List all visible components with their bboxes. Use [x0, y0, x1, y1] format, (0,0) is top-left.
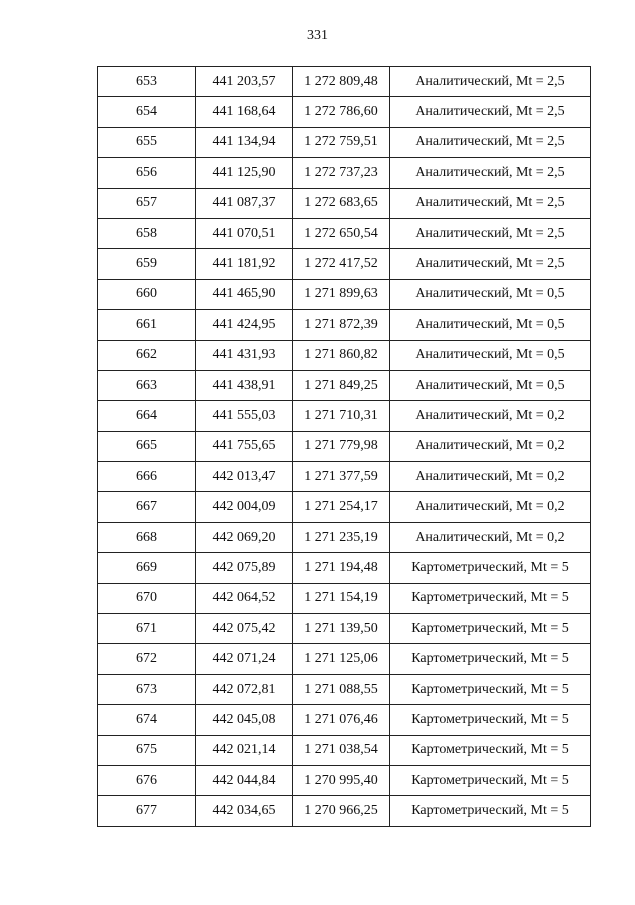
y-coordinate-cell: 1 271 872,39 [293, 310, 390, 340]
table-row [98, 492, 591, 522]
method-cell: Аналитический, Mt = 0,2 [390, 431, 591, 461]
y-coordinate-cell: 1 272 683,65 [293, 188, 390, 218]
y-coordinate-cell: 1 271 088,55 [293, 674, 390, 704]
x-coordinate-cell: 441 070,51 [196, 218, 293, 248]
method-cell: Картометрический, Mt = 5 [390, 705, 591, 735]
x-coordinate-cell: 441 755,65 [196, 431, 293, 461]
x-coordinate-cell: 441 168,64 [196, 97, 293, 127]
point-number-cell: 660 [98, 279, 196, 309]
point-number-cell: 671 [98, 614, 196, 644]
method-cell: Аналитический, Mt = 2,5 [390, 127, 591, 157]
method-cell: Аналитический, Mt = 0,5 [390, 370, 591, 400]
x-coordinate-cell: 442 072,81 [196, 674, 293, 704]
x-coordinate-cell: 441 134,94 [196, 127, 293, 157]
point-number-cell: 655 [98, 127, 196, 157]
table-row [98, 340, 591, 370]
table-row [98, 674, 591, 704]
y-coordinate-cell: 1 272 417,52 [293, 249, 390, 279]
y-coordinate-cell: 1 270 966,25 [293, 796, 390, 826]
y-coordinate-cell: 1 271 377,59 [293, 462, 390, 492]
table-row [98, 188, 591, 218]
table-row [98, 431, 591, 461]
x-coordinate-cell: 442 034,65 [196, 796, 293, 826]
point-number-cell: 669 [98, 553, 196, 583]
x-coordinate-cell: 441 424,95 [196, 310, 293, 340]
point-number-cell: 663 [98, 370, 196, 400]
table-row [98, 462, 591, 492]
table-row [98, 218, 591, 248]
table-row [98, 97, 591, 127]
point-number-cell: 670 [98, 583, 196, 613]
x-coordinate-cell: 442 004,09 [196, 492, 293, 522]
x-coordinate-cell: 442 013,47 [196, 462, 293, 492]
table-row [98, 370, 591, 400]
method-cell: Аналитический, Mt = 2,5 [390, 218, 591, 248]
point-number-cell: 676 [98, 765, 196, 795]
table-row [98, 553, 591, 583]
y-coordinate-cell: 1 271 235,19 [293, 522, 390, 552]
point-number-cell: 675 [98, 735, 196, 765]
y-coordinate-cell: 1 271 899,63 [293, 279, 390, 309]
method-cell: Аналитический, Mt = 2,5 [390, 188, 591, 218]
method-cell: Картометрический, Mt = 5 [390, 583, 591, 613]
x-coordinate-cell: 442 075,42 [196, 614, 293, 644]
y-coordinate-cell: 1 271 154,19 [293, 583, 390, 613]
point-number-cell: 665 [98, 431, 196, 461]
y-coordinate-cell: 1 271 125,06 [293, 644, 390, 674]
point-number-cell: 673 [98, 674, 196, 704]
y-coordinate-cell: 1 270 995,40 [293, 765, 390, 795]
y-coordinate-cell: 1 271 710,31 [293, 401, 390, 431]
x-coordinate-cell: 441 431,93 [196, 340, 293, 370]
method-cell: Картометрический, Mt = 5 [390, 644, 591, 674]
y-coordinate-cell: 1 272 786,60 [293, 97, 390, 127]
coordinates-table [97, 66, 591, 827]
method-cell: Картометрический, Mt = 5 [390, 796, 591, 826]
y-coordinate-cell: 1 271 849,25 [293, 370, 390, 400]
method-cell: Картометрический, Mt = 5 [390, 553, 591, 583]
y-coordinate-cell: 1 271 254,17 [293, 492, 390, 522]
y-coordinate-cell: 1 271 139,50 [293, 614, 390, 644]
table-row [98, 401, 591, 431]
point-number-cell: 656 [98, 158, 196, 188]
table-row [98, 310, 591, 340]
table-row [98, 67, 591, 97]
method-cell: Картометрический, Mt = 5 [390, 735, 591, 765]
method-cell: Аналитический, Mt = 0,5 [390, 310, 591, 340]
method-cell: Аналитический, Mt = 2,5 [390, 67, 591, 97]
x-coordinate-cell: 441 203,57 [196, 67, 293, 97]
x-coordinate-cell: 441 438,91 [196, 370, 293, 400]
page-number: 331 [307, 28, 328, 43]
point-number-cell: 668 [98, 522, 196, 552]
point-number-cell: 667 [98, 492, 196, 522]
coordinates-table-body [98, 67, 591, 827]
method-cell: Картометрический, Mt = 5 [390, 614, 591, 644]
y-coordinate-cell: 1 271 779,98 [293, 431, 390, 461]
method-cell: Аналитический, Mt = 2,5 [390, 158, 591, 188]
table-row [98, 249, 591, 279]
x-coordinate-cell: 442 069,20 [196, 522, 293, 552]
table-row [98, 644, 591, 674]
x-coordinate-cell: 441 465,90 [196, 279, 293, 309]
table-row [98, 765, 591, 795]
x-coordinate-cell: 442 044,84 [196, 765, 293, 795]
x-coordinate-cell: 441 181,92 [196, 249, 293, 279]
y-coordinate-cell: 1 271 076,46 [293, 705, 390, 735]
y-coordinate-cell: 1 271 860,82 [293, 340, 390, 370]
x-coordinate-cell: 442 075,89 [196, 553, 293, 583]
x-coordinate-cell: 441 555,03 [196, 401, 293, 431]
method-cell: Аналитический, Mt = 0,2 [390, 522, 591, 552]
x-coordinate-cell: 441 087,37 [196, 188, 293, 218]
point-number-cell: 664 [98, 401, 196, 431]
table-row [98, 614, 591, 644]
point-number-cell: 666 [98, 462, 196, 492]
x-coordinate-cell: 441 125,90 [196, 158, 293, 188]
y-coordinate-cell: 1 272 759,51 [293, 127, 390, 157]
point-number-cell: 658 [98, 218, 196, 248]
method-cell: Аналитический, Mt = 0,5 [390, 340, 591, 370]
table-row [98, 158, 591, 188]
x-coordinate-cell: 442 064,52 [196, 583, 293, 613]
y-coordinate-cell: 1 271 194,48 [293, 553, 390, 583]
method-cell: Картометрический, Mt = 5 [390, 674, 591, 704]
point-number-cell: 654 [98, 97, 196, 127]
point-number-cell: 677 [98, 796, 196, 826]
point-number-cell: 661 [98, 310, 196, 340]
table-row [98, 705, 591, 735]
x-coordinate-cell: 442 071,24 [196, 644, 293, 674]
method-cell: Аналитический, Mt = 0,2 [390, 462, 591, 492]
method-cell: Картометрический, Mt = 5 [390, 765, 591, 795]
point-number-cell: 659 [98, 249, 196, 279]
point-number-cell: 653 [98, 67, 196, 97]
method-cell: Аналитический, Mt = 2,5 [390, 249, 591, 279]
method-cell: Аналитический, Mt = 0,5 [390, 279, 591, 309]
x-coordinate-cell: 442 021,14 [196, 735, 293, 765]
method-cell: Аналитический, Mt = 0,2 [390, 492, 591, 522]
table-row [98, 127, 591, 157]
point-number-cell: 674 [98, 705, 196, 735]
y-coordinate-cell: 1 271 038,54 [293, 735, 390, 765]
point-number-cell: 657 [98, 188, 196, 218]
table-row [98, 522, 591, 552]
method-cell: Аналитический, Mt = 2,5 [390, 97, 591, 127]
point-number-cell: 672 [98, 644, 196, 674]
table-row [98, 279, 591, 309]
y-coordinate-cell: 1 272 737,23 [293, 158, 390, 188]
x-coordinate-cell: 442 045,08 [196, 705, 293, 735]
table-row [98, 735, 591, 765]
y-coordinate-cell: 1 272 809,48 [293, 67, 390, 97]
point-number-cell: 662 [98, 340, 196, 370]
table-row [98, 796, 591, 826]
y-coordinate-cell: 1 272 650,54 [293, 218, 390, 248]
table-row [98, 583, 591, 613]
method-cell: Аналитический, Mt = 0,2 [390, 401, 591, 431]
